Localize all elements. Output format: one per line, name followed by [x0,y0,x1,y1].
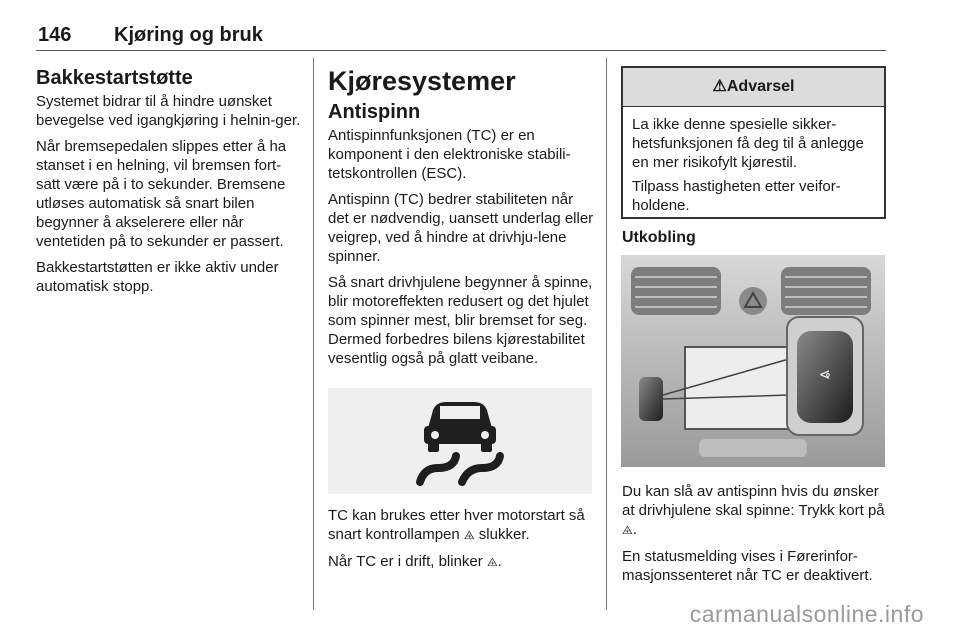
paragraph: Når bremsepedalen slippes etter å ha stanset i en helning, vil bremsen fort-satt være på i to sekunder. Bremsene utløses automatisk så snart bilen begynner å akselerere eller når ventetiden på to sekunder er passert. [36,138,287,250]
column-1 [36,66,302,303]
text-span: TC kan brukes etter hver motorstart så snart kontrollampen [328,507,585,543]
tc-small-button [639,377,663,421]
deactivation-heading: Utkobling [622,229,696,246]
paragraph [622,482,888,540]
column-2-lower [328,506,596,579]
tc-indicator-icon: ⨹ [622,523,633,537]
column-divider-2 [606,58,607,610]
paragraph: En statusmelding vises i Førerinfor-masjonssenteret når TC er deaktivert. [622,548,873,584]
column-3-lower [622,482,888,592]
deactivation-heading-wrap [622,228,886,247]
page-header [38,24,263,47]
warning-header [623,68,884,107]
text-span: Når TC er i drift, blinker [328,553,483,570]
text-span: Du kan slå av antispinn hvis du ønsker at drivhjulene skal spinne: Trykk kort på [622,483,885,519]
tc-indicator-icon: ⨹ [486,555,498,569]
paragraph: Tilpass hastigheten etter veifor-holdene. [632,178,841,214]
column-divider-1 [313,58,314,610]
paragraph: La ikke denne spesielle sikker-hetsfunksjonen få deg til å anlegge en mer risikofylt kjørestil. [632,116,864,171]
tc-button-icon: ⩹ [819,363,831,384]
hill-start-heading: Bakkestartstøtte [36,67,193,89]
header-rule [36,50,886,51]
paragraph [328,552,596,572]
dashboard-button-photo [621,255,885,467]
warning-box [621,66,886,219]
paragraph: Så snart drivhjulene begynner å spinne, blir motoreffekten redusert og det hjulet som spinner mest, blir bremset for seg. Dermed forbedres bilens kjørestabilitet vesentlig også på glatt veibane. [328,274,593,367]
section-title: Kjøring og bruk [114,24,263,46]
text-span: slukker. [478,526,530,543]
text-span: . [497,553,502,570]
paragraph: Antispinnfunksjonen (TC) er en komponent i den elektroniske stabili-tetskontrollen (ESC). [328,127,571,182]
chapter-title: Kjøresystemer [328,66,516,96]
paragraph: Antispinn (TC) bedrer stabiliteten når det er nødvendig, uansett underlag eller veigrep, ved å hindre at drivhju-lene spinner. [328,191,594,265]
text-span: . [632,521,637,538]
warning-body [623,107,884,215]
tc-indicator-icon: ⨹ [463,528,475,542]
lower-controls [699,439,807,457]
tc-warning-illustration [328,388,592,494]
paragraph: Systemet bidrar til å hindre uønsket bevegelse ved igangkjøring i helnin-ger. [36,93,301,129]
warning-title: Advarsel [726,78,795,95]
paragraph [328,506,596,545]
paragraph: Bakkestartstøtten er ikke aktiv under automatisk stopp. [36,259,279,295]
warning-triangle-icon: ⚠ [712,78,727,95]
column-2 [328,64,596,375]
watermark: carmanualsonline.info [689,601,924,627]
traction-control-heading: Antispinn [328,101,421,123]
page-number: 146 [38,24,72,46]
